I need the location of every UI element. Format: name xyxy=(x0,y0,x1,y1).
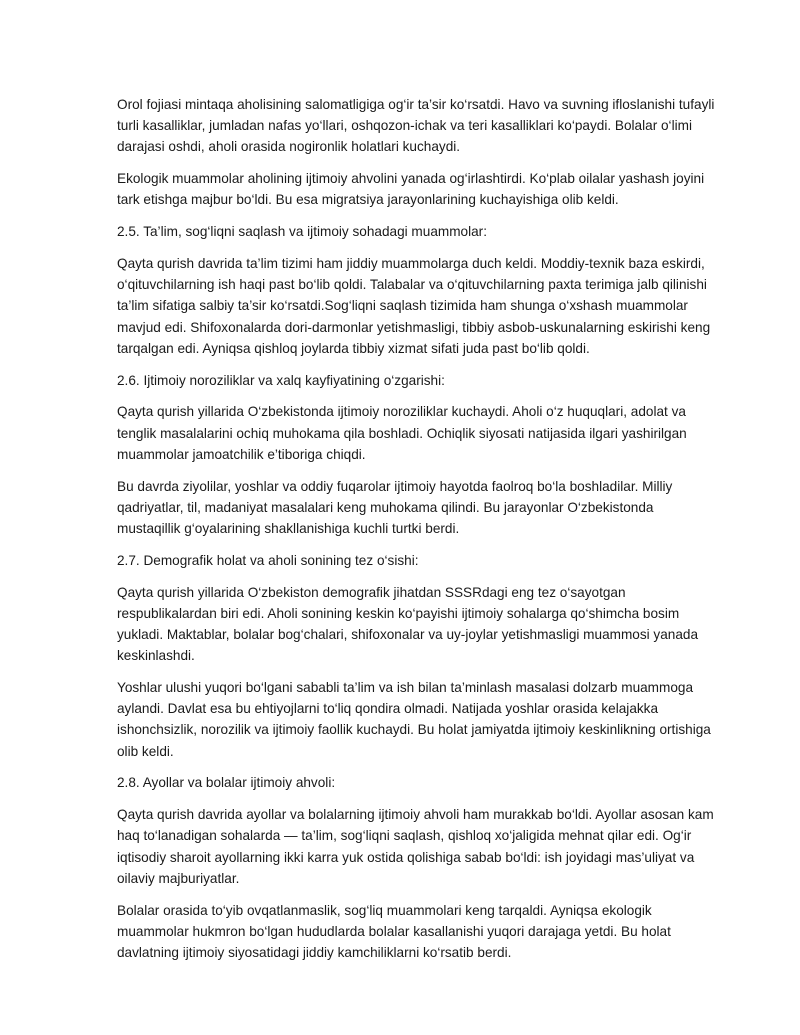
paragraph-intelligentsia-youth: Bu davrda ziyolilar, yoshlar va oddiy fuqarolar ijtimoiy hayotda faolroq bo‘la boshladilar. Milliy qadriyatlar, til, madaniyat masalalari keng muhokama qilindi. Bu jarayonlar O‘zbekistonda mustaqillik g‘oyalarining shakllanishiga kuchli turtki berdi. xyxy=(117,478,673,537)
section-heading-2-5: 2.5. Ta’lim, sog‘liqni saqlash va ijtimoiy sohadagi muammolar: xyxy=(117,224,487,240)
paragraph-children-status: Bolalar orasida to‘yib ovqatlanmaslik, sog‘liq muammolari keng tarqaldi. Ayniqsa ekologik muammolar hukmron bo‘lgan hududlarda bolalar kasallanishi yuqori darajaga yetdi. Bu holat davlatning ijtimoiy siyosatidagi jiddiy kamchiliklarni ko‘rsatib berdi. xyxy=(117,902,671,961)
paragraph-demography: Qayta qurish yillarida O‘zbekiston demografik jihatdan SSSRdagi eng tez o‘sayotgan respublikalardan biri edi. Aholi sonining keskin ko‘payishi ijtimoiy sohalarga qo‘shimcha bosim yukladi. Maktablar, bolalar bog‘chalari, shifoxonalar va uy-joylar yetishmasligi muammosi yanada keskinlashdi. xyxy=(117,584,699,664)
paragraph-education-health: Qayta qurish davrida ta’lim tizimi ham jiddiy muammolarga duch keldi. Moddiy-texnik baza eskirdi, o‘qituvchilarning ish haqi past bo‘lib qoldi. Talabalar va o‘qituvchilarning paxta terimiga jalb qilinishi ta’lim sifatiga salbiy ta’sir ko‘rsatdi.Sog‘liqni saqlash tizimida ham shunga o‘xshash muammolar mavjud edi. Shifoxonalarda dori-darmonlar yetishmasligi, tibbiy asbob-uskunalarning eskirishi keng tarqalgan edi. Ayniqsa qishloq joylarda tibbiy xizmat sifati juda past bo‘lib qoldi. xyxy=(117,256,711,356)
paragraph-ecological-problems: Ekologik muammolar aholining ijtimoiy ahvolini yanada og‘irlashtirdi. Ko‘plab oilalar yashash joyini tark etishga majbur bo‘ldi. Bu esa migratsiya jarayonlarining kuchayishiga olib keldi. xyxy=(117,171,705,208)
paragraph-social-protests: Qayta qurish yillarida O‘zbekistonda ijtimoiy noroziliklar kuchaydi. Aholi o‘z huquqlari, adolat va tenglik masalalarini ochiq muhokama qila boshladi. Ochiqlik siyosati natijasida ilgari yashirilgan muammolar jamoatchilik e’tiboriga chiqdi. xyxy=(117,404,687,462)
section-heading-2-6: 2.6. Ijtimoiy noroziliklar va xalq kayfiyatining o‘zgarishi: xyxy=(117,372,445,388)
document-page xyxy=(117,94,717,974)
paragraph-aral-health: Orol fojiasi mintaqa aholisining salomatligiga og‘ir ta’sir ko‘rsatdi. Havo va suvning ifloslanishi tufayli turli kasalliklar, jumladan nafas yo‘llari, oshqozon-ichak va teri kasalliklari ko‘paydi. Bolalar o‘limi darajasi oshdi, aholi orasida nogironlik holatlari kuchaydi. xyxy=(117,97,715,155)
paragraph-women-status: Qayta qurish davrida ayollar va bolalarning ijtimoiy ahvoli ham murakkab bo‘ldi. Ayollar asosan kam haq to‘lanadigan sohalarda — ta’lim, sog‘liqni saqlash, qishloq xo‘jaligida mehnat qilar edi. Og‘ir iqtisodiy sharoit ayollarning ikki karra yuk ostida qolishiga sabab bo‘ldi: ish joyidagi mas’uliyat va oilaviy majburiyatlar. xyxy=(117,807,714,886)
section-heading-2-7: 2.7. Demografik holat va aholi sonining tez o‘sishi: xyxy=(117,552,419,568)
section-heading-2-8: 2.8. Ayollar va bolalar ijtimoiy ahvoli: xyxy=(117,775,336,791)
paragraph-youth-employment: Yoshlar ulushi yuqori bo‘lgani sababli ta’lim va ish bilan ta’minlash masalasi dolzarb muammoga aylandi. Davlat esa bu ehtiyojlarni to‘liq qondira olmadi. Natijada yoshlar orasida kelajakka ishonchsizlik, norozilik va ijtimoiy faollik kuchaydi. Bu holat jamiyatda ijtimoiy keskinlikning ortishiga olib keldi. xyxy=(117,680,711,759)
